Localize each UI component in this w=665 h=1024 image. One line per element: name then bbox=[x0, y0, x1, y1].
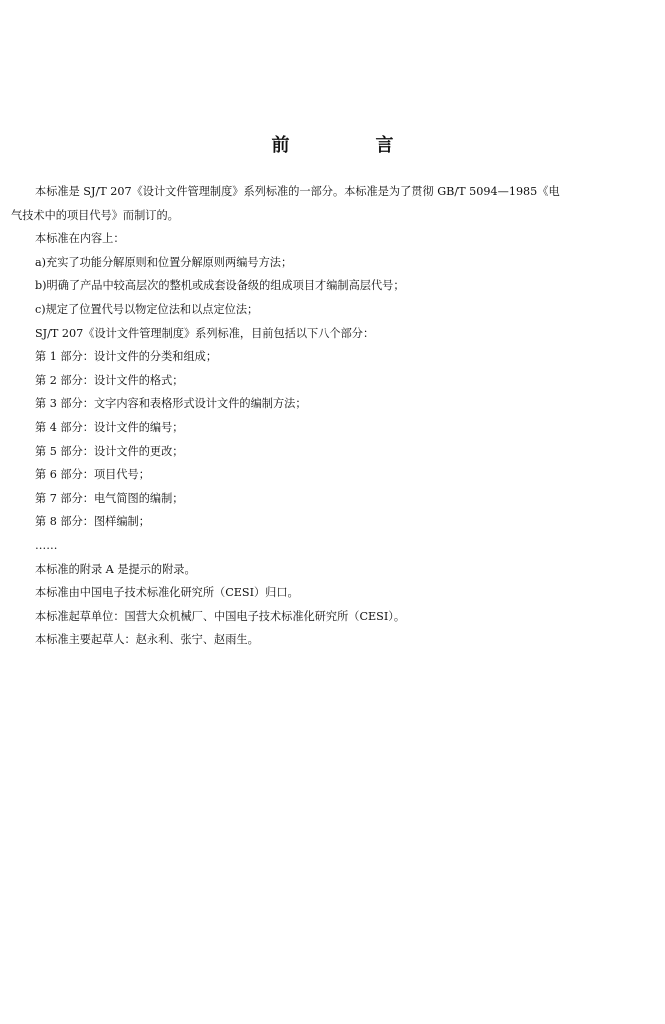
ellipsis: …… bbox=[35, 538, 58, 552]
part-item: 第 7 部分：电气简图的编制； bbox=[35, 491, 184, 505]
paragraph-line: 本标准主要起草人：赵永利、张宁、赵雨生。 bbox=[35, 633, 259, 647]
paragraph-line: 本标准是 SJ/T 207《设计文件管理制度》系列标准的一部分。本标准是为了贯彻 GB/T 5094—1985《电 bbox=[35, 185, 560, 198]
list-item: a)充实了功能分解原则和位置分解原则两编号方法； bbox=[35, 255, 293, 269]
part-item: 第 5 部分：设计文件的更改； bbox=[35, 444, 184, 458]
paragraph-line: 气技术中的项目代号》而制订的。 bbox=[11, 208, 179, 222]
paragraph-line: 本标准的附录 A 是提示的附录。 bbox=[35, 562, 196, 576]
part-item: 第 4 部分：设计文件的编号； bbox=[35, 420, 184, 434]
paragraph-line: 本标准由中国电子技术标准化研究所（CESI）归口。 bbox=[35, 586, 299, 600]
part-item: 第 2 部分：设计文件的格式； bbox=[35, 373, 184, 387]
part-item: 第 6 部分：项目代号； bbox=[35, 468, 150, 482]
page-title: 前 言 bbox=[271, 135, 428, 156]
list-item: c)规定了位置代号以物定位法和以点定位法； bbox=[35, 302, 259, 316]
part-item: 第 8 部分：图样编制； bbox=[35, 515, 150, 529]
foreword-body bbox=[11, 180, 641, 652]
paragraph-line: 本标准起草单位：国营大众机械厂、中国电子技术标准化研究所（CESI）。 bbox=[35, 609, 406, 623]
paragraph-line: 本标准在内容上： bbox=[35, 232, 125, 246]
paragraph-line: SJ/T 207《设计文件管理制度》系列标准，目前包括以下八个部分： bbox=[35, 326, 375, 340]
list-item: b)明确了产品中较高层次的整机或成套设备级的组成项目才编制高层代号； bbox=[35, 279, 405, 293]
part-item: 第 1 部分：设计文件的分类和组成； bbox=[35, 350, 218, 364]
part-item: 第 3 部分：文字内容和表格形式设计文件的编制方法； bbox=[35, 397, 307, 411]
